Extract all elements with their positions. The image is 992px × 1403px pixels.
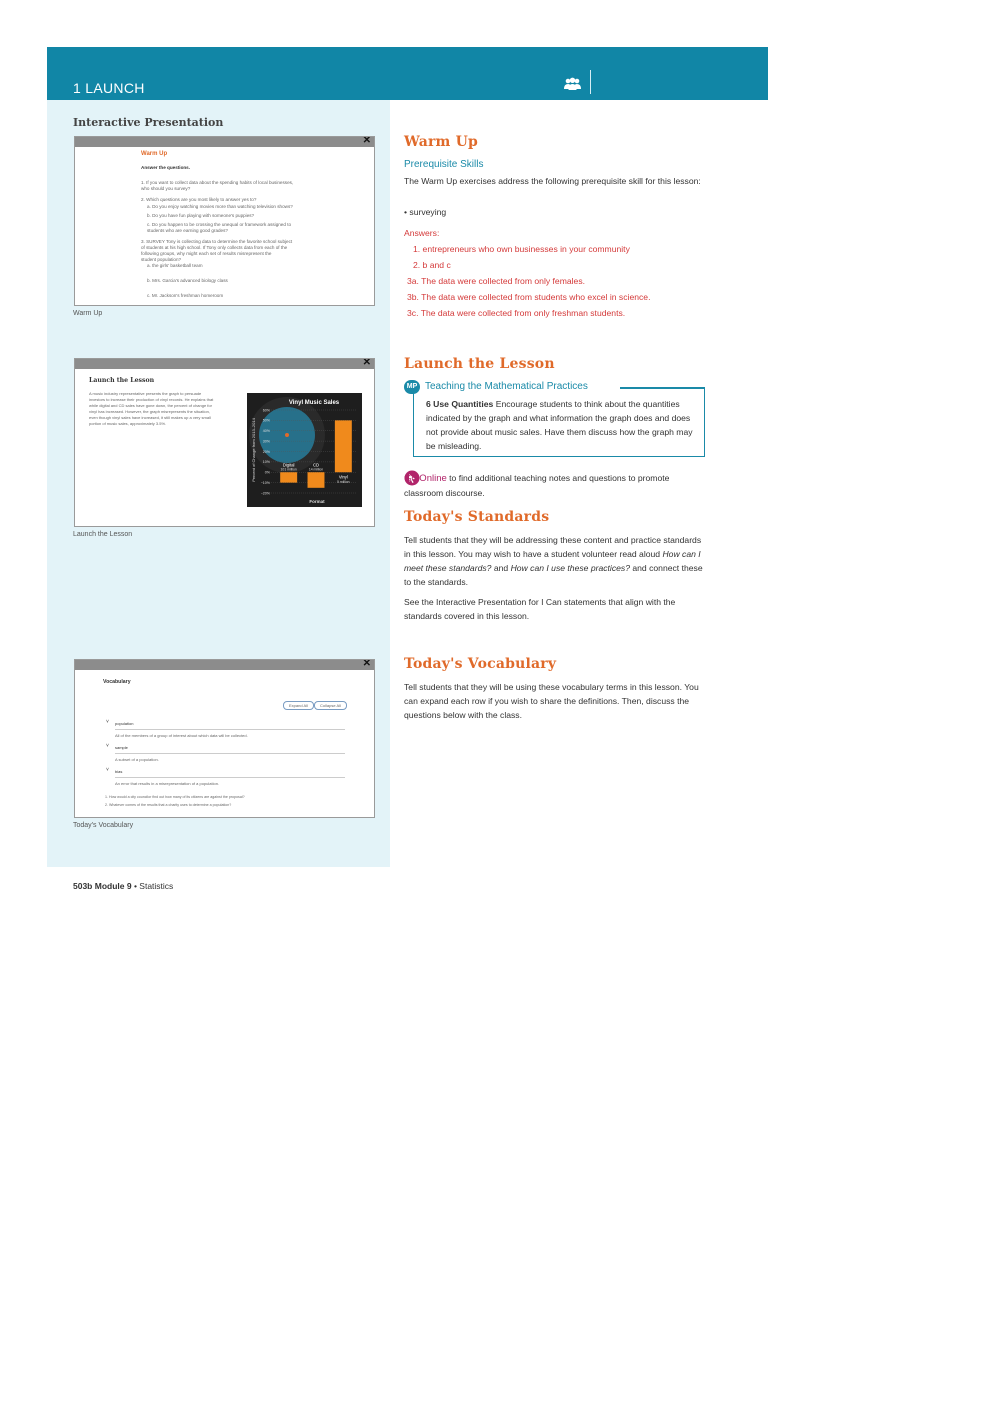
slide-line: A music industry representative presents the graph to persuade [89,391,202,396]
standards-text: Tell students that they will be addressing these content and practice standards in this lesson. You may wish to have a student volunteer read aloud [404,535,702,559]
section-title: 1 LAUNCH [73,80,145,96]
standards-text: and connect these to the standards. [404,563,703,587]
chart-category-note: 5 million [337,479,350,484]
slide-line: while digital and CD sales have gone down, the percent of change for [89,403,212,408]
vocabulary-slide[interactable] [74,659,375,818]
mp-text [426,397,698,453]
vocab-question: 2. Whatever comes of the results that a charity uses to determine a population? [105,803,232,807]
expand-row-icon[interactable]: ˅ [106,767,109,773]
vocabulary-heading: Today's Vocabulary [404,656,557,672]
slide-line: a. Do you enjoy watching movies more than watching television shows? [147,204,293,209]
chart-category-note: 14 million [308,467,324,472]
go-online-link[interactable]: Go Online [404,473,447,484]
slide-titlebar [75,137,374,147]
vocab-definition: All of the members of a group of interest about which data will be collected. [115,733,248,738]
banner-divider [590,70,591,94]
vocab-term: sample [115,745,128,750]
chart-bar-cd [308,472,325,488]
chart-tick-label: 40% [262,429,270,434]
standards-question: How can I use these practices? [510,563,630,573]
slide-line: of students at his high school. If Tony only collects data from each of the [141,245,288,250]
footer-separator: • [131,881,140,891]
slide-titlebar [75,359,374,369]
answer-item: 3a. The data were collected from only females. [407,276,586,286]
warmup-bullet: • surveying [404,207,447,217]
vocabulary-caption: Today's Vocabulary [73,822,134,829]
slide-line: student population? [141,257,182,262]
mp-lead: 6 Use Quantities [426,399,494,409]
chart-category-note: 101 million [280,467,297,472]
slide-line: 1. If you want to collect data about the spending habits of local businesses, [141,180,294,185]
chart-tick-label: 60% [262,408,270,413]
chart-tick-label: −20% [260,491,270,496]
standards-heading: Today's Standards [404,509,550,525]
chart-tick-label: 0% [264,470,270,475]
slide-line: who should you survey? [141,186,191,191]
module-label: Module 9 [94,881,132,891]
close-icon[interactable]: ✕ [362,136,371,146]
warmup-heading: Warm Up [404,134,479,150]
launch-heading: Launch the Lesson [404,356,555,372]
chart-tick-label: 20% [262,449,270,454]
close-icon[interactable]: ✕ [362,659,371,669]
chart-ylabel: Percent of Change from 2013–2014 [251,418,256,482]
divider [115,753,345,754]
divider [115,777,345,778]
mp-body: Encourage students to think about the quantities indicated by the graph and what information the graph does and does not provide about music sales. Have them discuss how the graph may be misleading. [426,399,693,451]
mathematical-practices-icon: MP [404,380,420,394]
chart-category-label: Digital [282,462,295,468]
go-online-text [404,471,704,500]
warmup-slide[interactable] [74,136,375,306]
chart-bar-digital [280,472,297,482]
slide-line: b. Mrs. Garcia's advanced biology class [147,278,228,283]
slide-line: investors to increase their production of vinyl records. He explains that [89,397,214,402]
chart-tick-label: 50% [262,418,270,423]
chart-tick-label: 30% [262,439,270,444]
warmup-body: The Warm Up exercises address the following prerequisite skill for this lesson: [404,176,701,186]
topic-label: Statistics [139,881,174,891]
expand-row-icon[interactable]: ˅ [106,743,109,749]
slide-title: Vocabulary [103,679,131,685]
page-number: 503b [73,881,93,891]
slide-line: a. the girls' basketball team [147,263,203,268]
vocab-term: bias [115,769,123,774]
section-banner [47,47,768,100]
chart-xlabel: Format [309,499,325,504]
slide-line: vinyl has increased. However, the graph misrepresents the situation, [89,409,210,414]
answer-item: 3c. The data were collected from only freshman students. [407,308,626,318]
slide-line: 2. Which questions are you most likely to answer yes to? [141,197,257,202]
slide-title: Launch the Lesson [89,377,155,384]
prerequisite-skills-subheading: Prerequisite Skills [404,159,484,170]
standards-question: How can I meet these standards? [404,549,701,573]
slide-line: Answer the questions. [141,165,191,170]
close-icon[interactable]: ✕ [362,358,371,368]
standards-paragraph-1 [404,533,704,589]
chart-tick-label: −10% [260,480,270,485]
divider [115,729,345,730]
slide-line: students who are earning good grades? [147,228,228,233]
launch-caption: Launch the Lesson [73,531,133,538]
slide-line: portion of music sales, approximately 3.5%. [89,421,167,426]
slide-title: Warm Up [141,151,168,157]
warmup-caption: Warm Up [73,310,103,317]
vinyl-sales-chart [247,393,362,507]
expand-all-button[interactable]: Expand All [283,701,314,710]
expand-row-icon[interactable]: ˅ [106,719,109,725]
chart-tick-label: 10% [262,460,270,465]
answer-item: 1. entrepreneurs who own businesses in your community [413,244,630,254]
collapse-all-button[interactable]: Collapse All [314,701,347,710]
chart-bar-vinyl [335,420,352,472]
page-footer [73,881,173,891]
slide-titlebar [75,660,374,670]
slide-line: c. Mr. Jackson's freshman homeroom [147,293,224,298]
launch-slide[interactable] [74,358,375,527]
slide-line: b. Do you have fun playing with someone's puppies? [147,213,255,218]
standards-paragraph-2: See the Interactive Presentation for I Can statements that align with the standards covered in this lesson. [404,597,676,621]
go-online-body: to find additional teaching notes and questions to promote classroom discourse. [404,473,670,498]
chart-category-label: CD [312,462,320,468]
chart-category-label: Vinyl [338,474,348,480]
mp-title: Teaching the Mathematical Practices [425,381,588,392]
vocabulary-body: Tell students that they will be using these vocabulary terms in this lesson. You can expand each row if you wish to share the definitions. Then, discuss the questions below with the class. [404,682,699,720]
chart-title: Vinyl Music Sales [288,400,340,406]
slide-line: 3. SURVEY Tony is collecting data to determine the favorite school subject [141,239,293,244]
interactive-presentation-heading: Interactive Presentation [73,116,224,129]
slide-line: following groups, why might each set of results misrepresent the [141,251,272,256]
vocab-question: 1. How would a city councilor find out how many of its citizens are against the proposal? [105,795,245,799]
slide-line: c. Do you happen to be crossing the unequal or framework assigned to [147,222,292,227]
group-icon [564,77,581,90]
slide-line: even though vinyl sales have increased, it still makes up a very small [89,415,211,420]
vocab-definition: A subset of a population. [115,757,159,762]
vocab-term: population [115,721,134,726]
answer-item: 3b. The data were collected from students who excel in science. [407,292,651,302]
vocab-definition: An error that results in a misrepresentation of a population. [115,781,220,786]
vinyl-center-icon [285,433,289,437]
answer-item: 2. b and c [413,260,451,270]
answers-label: Answers: [404,228,440,238]
standards-text: and [491,563,511,573]
